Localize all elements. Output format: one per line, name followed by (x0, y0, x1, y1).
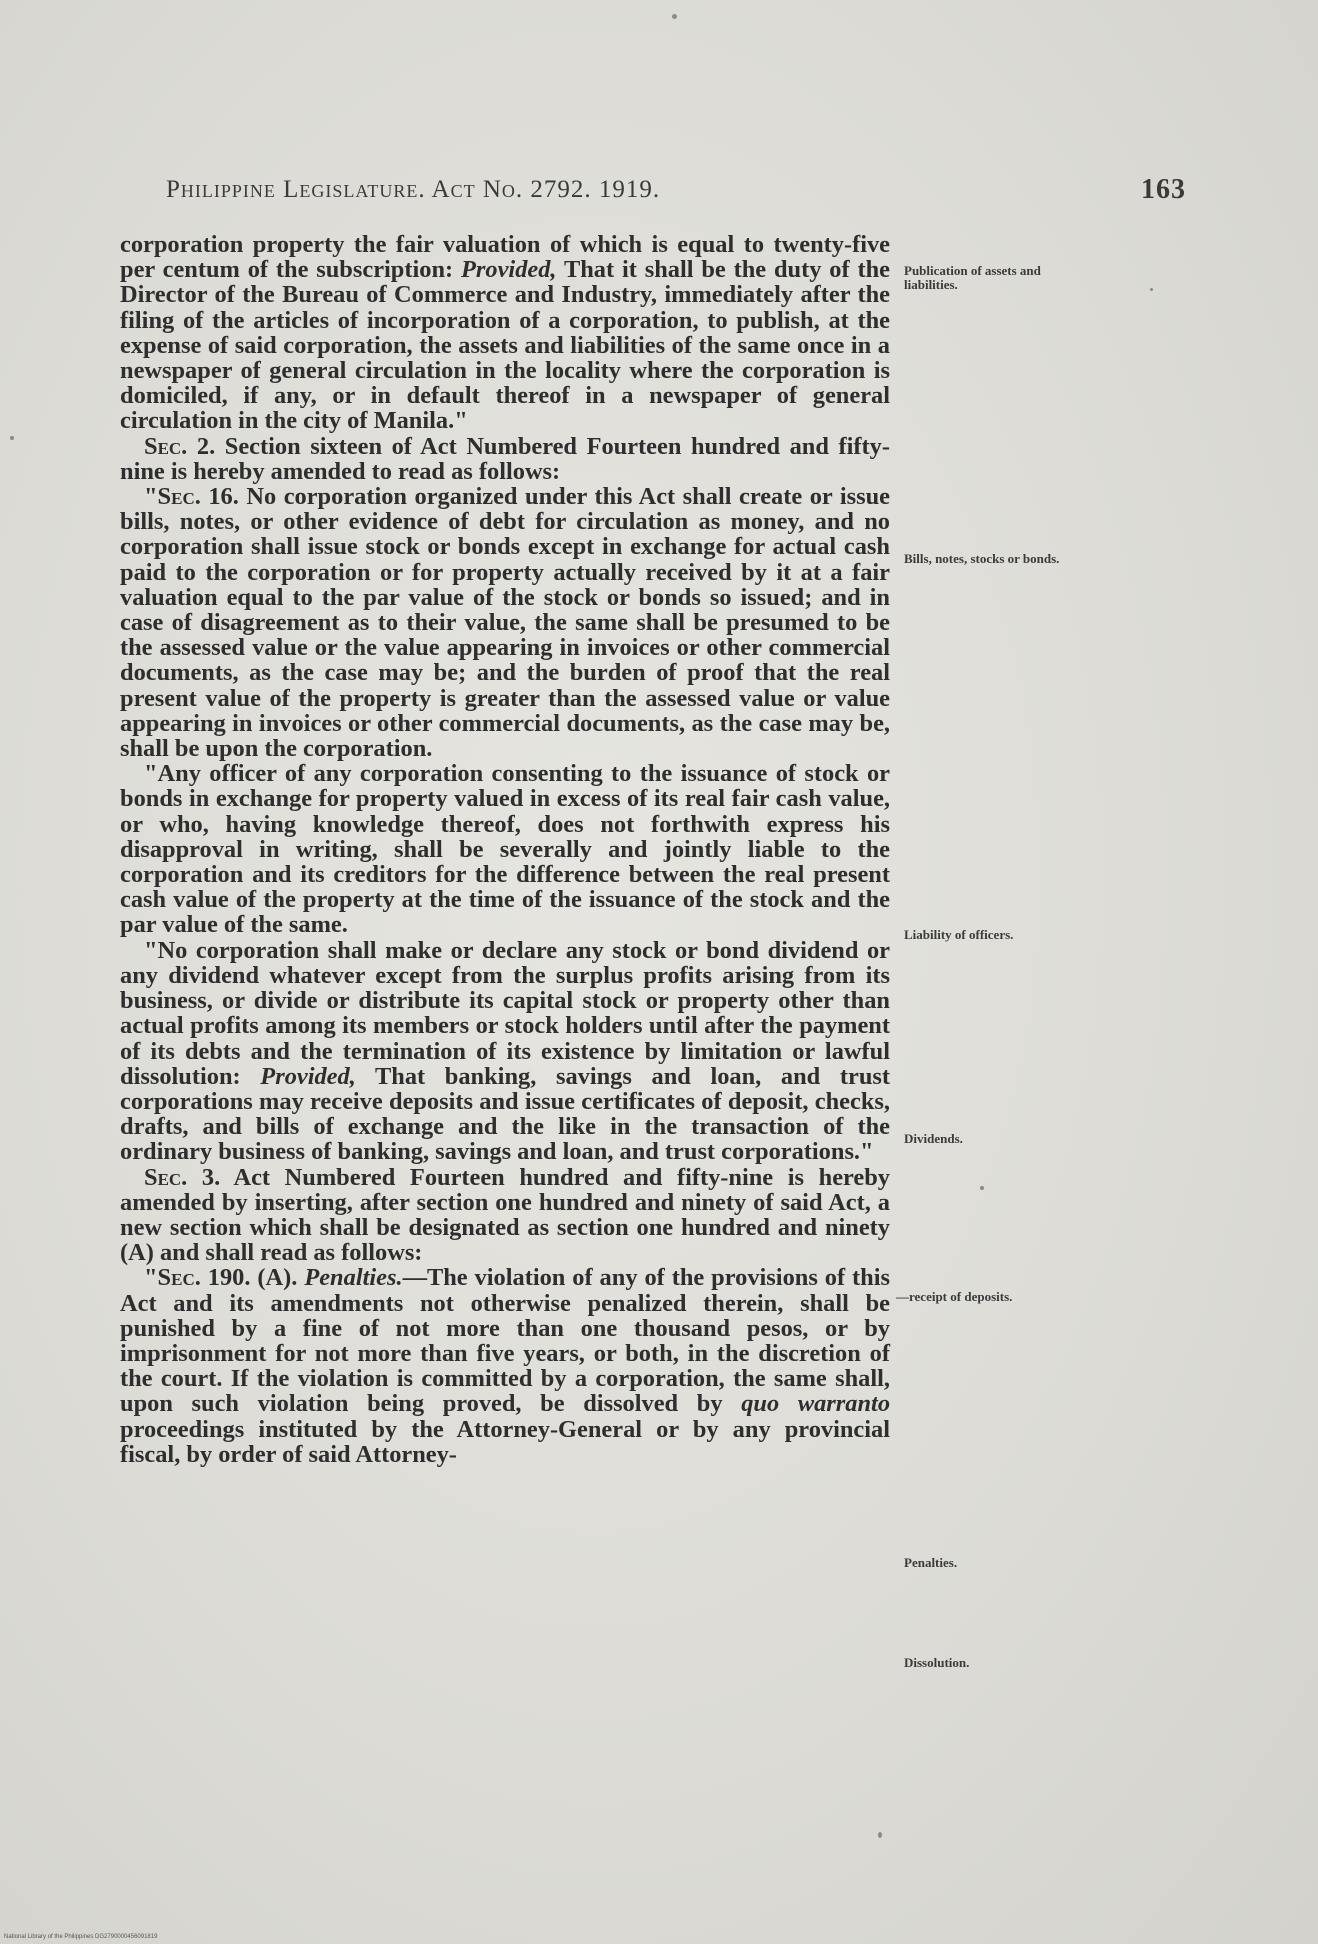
margin-note-deposits: —receipt of deposits. (896, 1289, 1013, 1304)
paragraph-dividends: "No corporation shall make or declare any stock or bond dividend or any dividend whatever except from the surplus profits arising from its business, or divide or distribute its capital stock or property other than actual profits among its members or stock holders until after the payment of its debts and the termination of its existence by limitation or lawful dissolution: Provided, That banking, savings and loan, and trust corporations may receive deposits and issue certificates of deposit, checks, drafts, and bills of exchange and the like in the transaction of the ordinary business of banking, savings and loan, and trust corporations." (120, 936, 890, 1166)
paragraph-section-3: Sec. 3. Act Numbered Fourteen hundred and fifty-nine is hereby amended by inserting, after section one hundred and ninety of said Act, a new section which shall be designated as section one hundred and ninety (A) and shall read as follows: (120, 1163, 890, 1267)
page-number: 163 (1141, 174, 1186, 205)
margin-note-publication: Publication of assets and liabilities. (904, 263, 1041, 292)
paper-speck (672, 14, 677, 19)
header-title: Philippine Legislature. Act No. 2792. 1919. (166, 176, 661, 203)
paper-speck (878, 1832, 882, 1838)
paper-speck (1150, 288, 1153, 291)
body-text (120, 232, 890, 1467)
paper-speck (10, 436, 14, 440)
margin-note-liability: Liability of officers. (904, 927, 1014, 942)
margin-note-dividends: Dividends. (904, 1131, 963, 1146)
paragraph-officers: "Any officer of any corporation consenting to the issuance of stock or bonds in exchange for property valued in excess of its real fair cash value, or who, having knowledge thereof, does not forthwith express his disapproval in writing, shall be severally and jointly liable to the corporation and its creditors for the difference between the real present cash value of the property at the time of the issuance of the stock and the par value of the same. (120, 760, 890, 939)
paragraph-section-2: Sec. 2. Section sixteen of Act Numbered Fourteen hundred and fifty-nine is hereby amended to read as follows: (120, 432, 890, 485)
paragraph-section-190a: "Sec. 190. (A). Penalties.—The violation of any of the provisions of this Act and its amendments not otherwise penalized therein, shall be punished by a fine of not more than one thousand pesos, or by imprisonment for not more than five years, or both, in the discretion of the court. If the violation is committed by a corporation, the same shall, upon such violation being proved, be dissolved by quo warranto proceedings instituted by the Attorney-General or by any provincial fiscal, by order of said Attorney- (120, 1264, 891, 1468)
margin-note-bills: Bills, notes, stocks or bonds. (904, 551, 1060, 566)
paragraph-publication: corporation property the fair valuation of which is equal to twenty-five per centum of the subscription: Provided, That it shall be the duty of the Director of the Bureau of Commerce and Industry, immediately after the filing of the articles of incorporation of a corporation, to publish, at the expense of said corporation, the assets and liabilities of the same once in a newspaper of general circulation in the locality where the corporation is domiciled, if any, or in default thereof in a newspaper of general circulation in the city of Manila." (120, 231, 890, 435)
paper-speck (980, 1186, 984, 1190)
margin-note-penalties: Penalties. (904, 1555, 958, 1570)
running-header (166, 176, 1186, 212)
scan-footer: National Library of the Philippines DG2790000456091819 (4, 1934, 158, 1940)
paragraph-section-16: "Sec. 16. No corporation organized under this Act shall create or issue bills, notes, or other evidence of debt for circulation as money, and no corporation shall issue stock or bonds except in exchange for actual cash paid to the corporation or for property actually received by it at a fair valuation equal to the par value of the stock or bonds so issued; and in case of disagreement as to their value, the same shall be presumed to be the assessed value or the value appearing in invoices or other commercial documents, as the case may be; and the burden of proof that the real present value of the property is greater than the assessed value or value appearing in invoices or other commercial documents, as the case may be, shall be upon the corporation. (120, 483, 890, 763)
margin-note-dissolution: Dissolution. (904, 1655, 970, 1670)
